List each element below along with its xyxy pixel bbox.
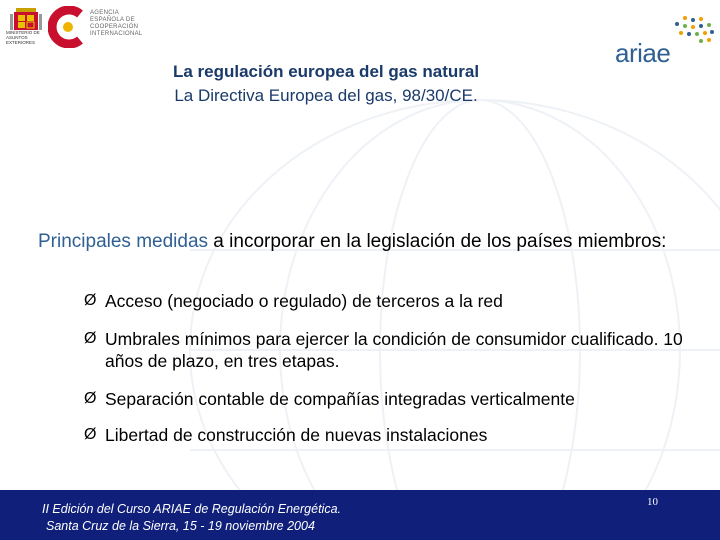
bullet-text: Acceso (negociado o regulado) de terceros a la red — [105, 291, 503, 311]
list-item — [84, 424, 487, 446]
footer-bar — [0, 490, 720, 540]
bullet-arrow-icon: Ø — [84, 330, 97, 347]
bullet-arrow-icon: Ø — [84, 426, 97, 443]
intro-highlight: Principales medidas — [38, 231, 209, 252]
bullet-text: Libertad de construcción de nuevas instalaciones — [105, 425, 488, 445]
aecid-line: COOPERACIÓN — [90, 24, 139, 30]
aecid-line: ESPAÑOLA DE — [90, 17, 135, 23]
slide-title-text: La regulación europea del gas natural — [172, 62, 480, 81]
slide-subtitle: La Directiva Europea del gas, 98/30/CE. — [174, 86, 478, 105]
aecid-line: AGENCIA — [90, 10, 120, 16]
list-item — [84, 388, 575, 410]
ariae-logo-text: ariae — [615, 38, 671, 68]
list-item — [84, 328, 704, 372]
bullet-arrow-icon: Ø — [84, 390, 97, 407]
list-item — [84, 290, 503, 312]
intro-paragraph — [38, 229, 698, 254]
footer-location-date: Santa Cruz de la Sierra, 15 - 19 noviembre 2004 — [46, 519, 315, 533]
bullet-arrow-icon: Ø — [84, 292, 97, 309]
intro-text: a incorporar en la legislación de los países miembros: — [208, 231, 667, 252]
footer-course-title: II Edición del Curso ARIAE de Regulación Energética. — [42, 502, 342, 516]
aecid-logo-text — [90, 10, 143, 38]
slide-title — [0, 62, 652, 82]
bullet-text: Separación contable de compañías integradas verticalmente — [105, 389, 575, 409]
page-number: 10 — [647, 496, 658, 508]
aecid-logo — [48, 6, 86, 48]
bullet-text: Umbrales mínimos para ejercer la condición de consumidor cualificado. 10 años de plazo, en tres etapas. — [105, 329, 683, 371]
aecid-line: INTERNACIONAL — [90, 31, 143, 37]
ministerio-logo-text: MINISTERIO DE ASUNTOS EXTERIORES — [6, 30, 40, 45]
